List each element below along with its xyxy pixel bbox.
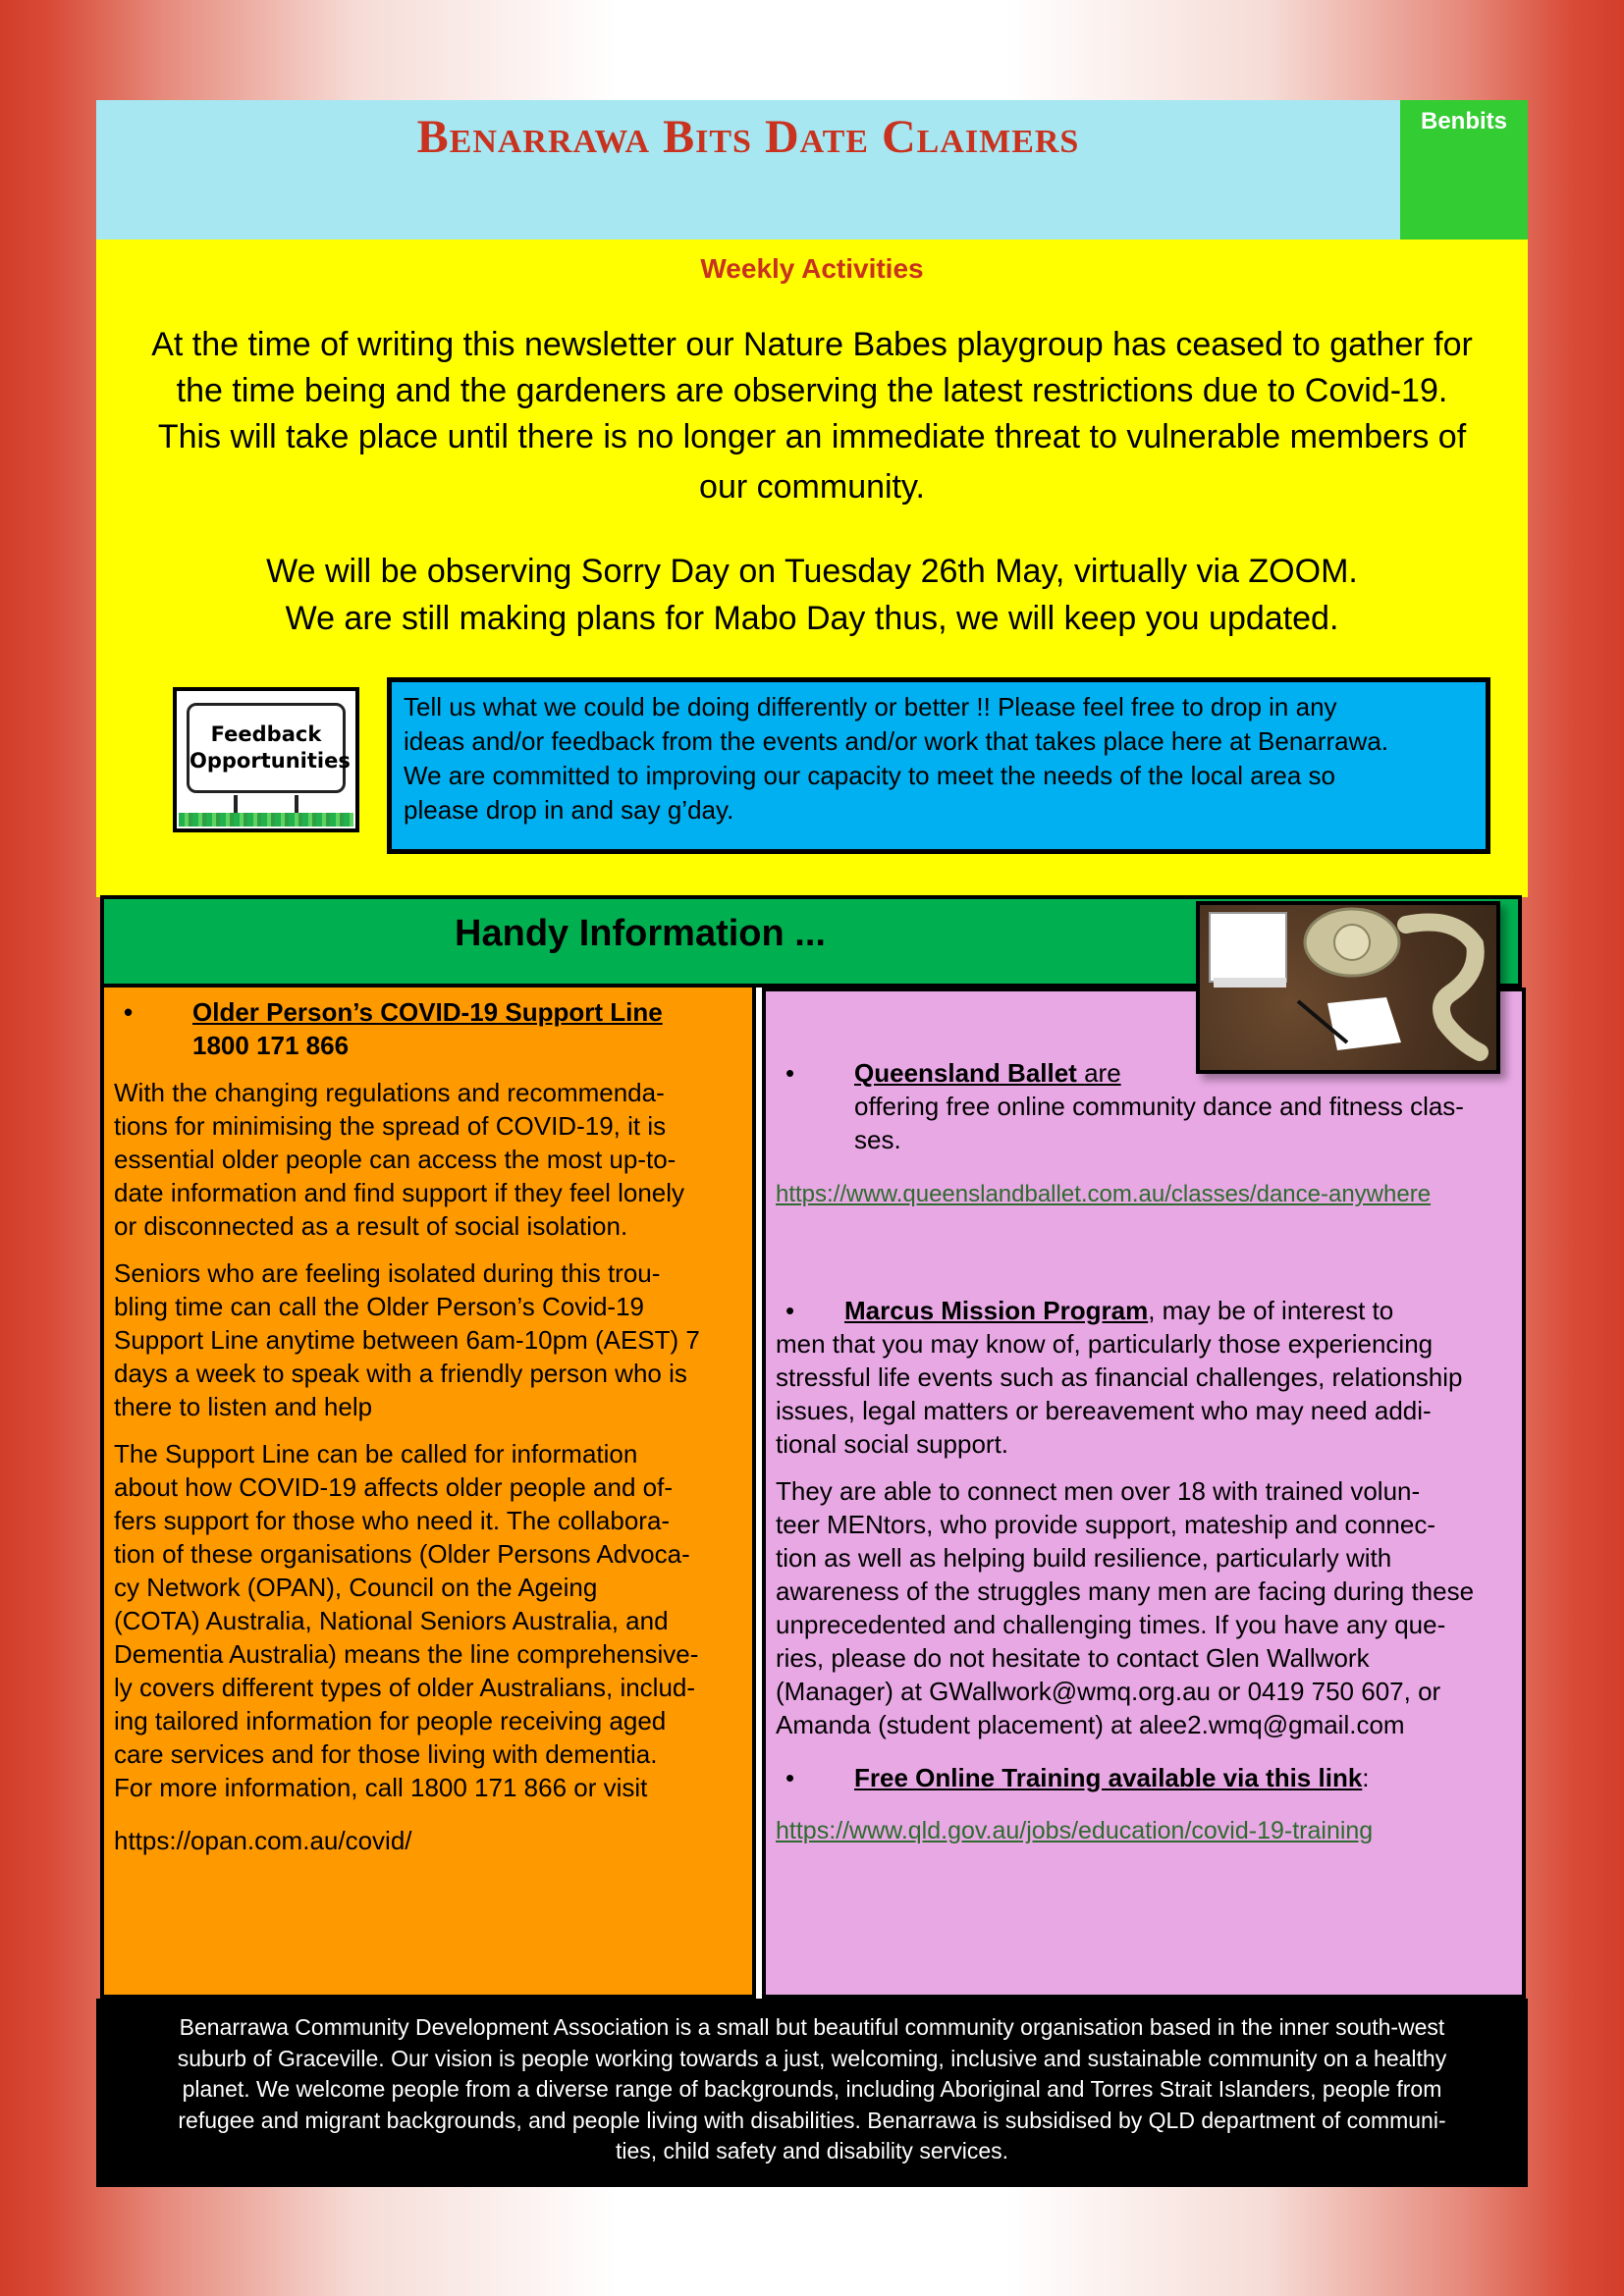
notepad-shape [1210,913,1286,982]
grass-graphic [179,813,353,827]
bullet-icon: • [785,1058,795,1088]
intro-line: our community. [699,468,925,506]
dial-center [1334,925,1370,960]
events-text [98,548,1526,642]
para-line: Support Line anytime between 6am-10pm (AEST) 7 [114,1325,700,1355]
support-line-title: Older Person’s COVID-19 Support Line [192,997,663,1027]
support-paragraph [114,1437,742,1804]
footer-line: refugee and migrant backgrounds, and people living with disabilities. Benarrawa is subsidised by QLD department of communi- [178,2107,1446,2133]
marcus-line: tional social support. [776,1429,1009,1459]
para-line: care services and for those living with dementia. [114,1739,658,1769]
marcus-line: (Manager) at GWallwork@wmq.org.au or 0419 750 607, or [776,1677,1441,1706]
para-line: ing tailored information for people receiving aged [114,1706,667,1735]
weekly-intro-text [98,322,1526,510]
opan-link[interactable]: https://opan.com.au/covid/ [114,1826,412,1855]
training-item [776,1761,1510,1794]
handset-shape [1406,923,1480,1053]
para-line: ly covers different types of older Australians, includ- [114,1673,696,1702]
para-line: fers support for those who need it. The collabora- [114,1506,671,1535]
marcus-line: stressful life events such as financial challenges, relationship [776,1362,1463,1392]
training-name: Free Online Training available via this link [854,1763,1363,1792]
ballet-line: ses. [854,1125,901,1154]
feedback-line: ideas and/or feedback from the events and/or work that takes place here at Benarrawa. [404,726,1389,756]
para-line: there to listen and help [114,1392,373,1421]
marcus-line: Amanda (student placement) at alee2.wmq@gmail.com [776,1710,1405,1739]
para-line: (COTA) Australia, National Seniors Australia, and [114,1606,669,1635]
feedback-line: We are committed to improving our capacity to meet the needs of the local area so [404,761,1335,790]
bullet-icon: • [785,1763,795,1792]
intro-line: At the time of writing this newsletter our Nature Babes playgroup has ceased to gather for [151,326,1473,363]
para-line: Seniors who are feeling isolated during this trou- [114,1258,661,1288]
marcus-line: tion as well as helping build resilience, particularly with [776,1543,1392,1573]
footer-line: Benarrawa Community Development Association is a small but beautiful community organisation based in the inner south-west [179,2014,1445,2040]
feedback-box [387,677,1490,854]
marcus-paragraph [776,1474,1510,1741]
para-line: The Support Line can be called for information [114,1439,638,1468]
footer-line: suburb of Graceville. Our vision is people working towards a just, welcoming, inclusive and sustainable community on a healthy [177,2045,1447,2071]
training-link[interactable]: https://www.qld.gov.au/jobs/education/covid-19-training [776,1817,1374,1844]
notepad-base [1214,978,1286,988]
para-line: tion of these organisations (Older Persons Advoca- [114,1539,690,1569]
sorry-day-text: We will be observing Sorry Day on Tuesday 26th May, virtually via ZOOM. [266,553,1358,590]
telephone-photo [1196,901,1500,1074]
support-line-heading [114,995,742,1062]
marcus-line: men that you may know of, particularly those experiencing [776,1329,1434,1359]
intro-line: This will take place until there is no longer an immediate threat to vulnerable members of [157,418,1467,455]
marcus-line: issues, legal matters or bereavement who may need addi- [776,1396,1432,1425]
marcus-line: teer MENtors, who provide support, mateship and connec- [776,1510,1436,1539]
support-line-phone: 1800 171 866 [192,1031,350,1060]
mabo-day-text: We are still making plans for Mabo Day thus, we will keep you updated. [285,600,1339,637]
marcus-line: ries, please do not hesitate to contact Glen Wallwork [776,1643,1370,1673]
weekly-activities-heading: Weekly Activities [700,253,924,284]
feedback-sign-image [173,687,359,832]
para-line: tions for minimising the spread of COVID-19, it is [114,1111,667,1141]
para-line: cy Network (OPAN), Council on the Ageing [114,1573,598,1602]
para-line: or disconnected as a result of social isolation. [114,1211,628,1241]
benbits-badge: Benbits [1400,100,1528,240]
ballet-line: offering free online community dance and fitness clas- [854,1092,1464,1121]
marcus-line: awareness of the struggles many men are facing during these [776,1576,1475,1606]
newsletter-title: Benarrawa Bits Date Claimers [416,111,1080,163]
marcus-name: Marcus Mission Program [844,1296,1149,1325]
ballet-text: are [1084,1058,1121,1088]
ballet-link[interactable]: https://www.queenslandballet.com.au/classes/dance-anywhere [776,1181,1432,1207]
training-text: : [1362,1763,1370,1792]
para-line: Dementia Australia) means the line comprehensive- [114,1639,699,1669]
marcus-line: They are able to connect men over 18 with trained volun- [776,1476,1421,1506]
para-line: For more information, call 1800 171 866 or visit [114,1773,648,1802]
paper-shape [1327,997,1401,1050]
para-line: With the changing regulations and recommenda- [114,1078,665,1107]
sign-board [187,703,351,793]
intro-line: the time being and the gardeners are observing the latest restrictions due to Covid-19. [176,372,1448,409]
para-line: about how COVID-19 affects older people and of- [114,1472,673,1502]
ballet-name: Queensland Ballet [854,1058,1085,1088]
support-paragraph [114,1256,742,1423]
feedback-line: please drop in and say g’day. [404,795,734,825]
para-line: date information and find support if they feel lonely [114,1178,685,1207]
marcus-line: unprecedented and challenging times. If you have any que- [776,1610,1446,1639]
footer-line: planet. We welcome people from a diverse range of backgrounds, including Aboriginal and Torres Strait Islanders, people from [182,2076,1442,2102]
handy-information-title: Handy Information ... [455,913,826,954]
para-line: bling time can call the Older Person’s Covid-19 [114,1292,645,1321]
para-line: essential older people can access the most up-to- [114,1145,677,1174]
marcus-item [776,1294,1510,1461]
marcus-text: , may be of interest to [1148,1296,1394,1325]
support-paragraph [114,1076,742,1243]
feedback-line: Tell us what we could be doing differently or better !! Please feel free to drop in any [404,692,1337,721]
bullet-icon: • [124,997,134,1027]
bullet-icon: • [785,1296,795,1325]
association-footer [96,1999,1528,2187]
footer-line: ties, child safety and disability services. [615,2138,1009,2163]
telephone-illustration [1200,905,1496,1070]
sign-text-line: Feedback [210,722,322,746]
older-person-support-column [100,988,756,1999]
programs-column [762,988,1526,1999]
sign-text-line: Opportunities [189,749,351,773]
para-line: days a week to speak with a friendly person who is [114,1359,687,1388]
